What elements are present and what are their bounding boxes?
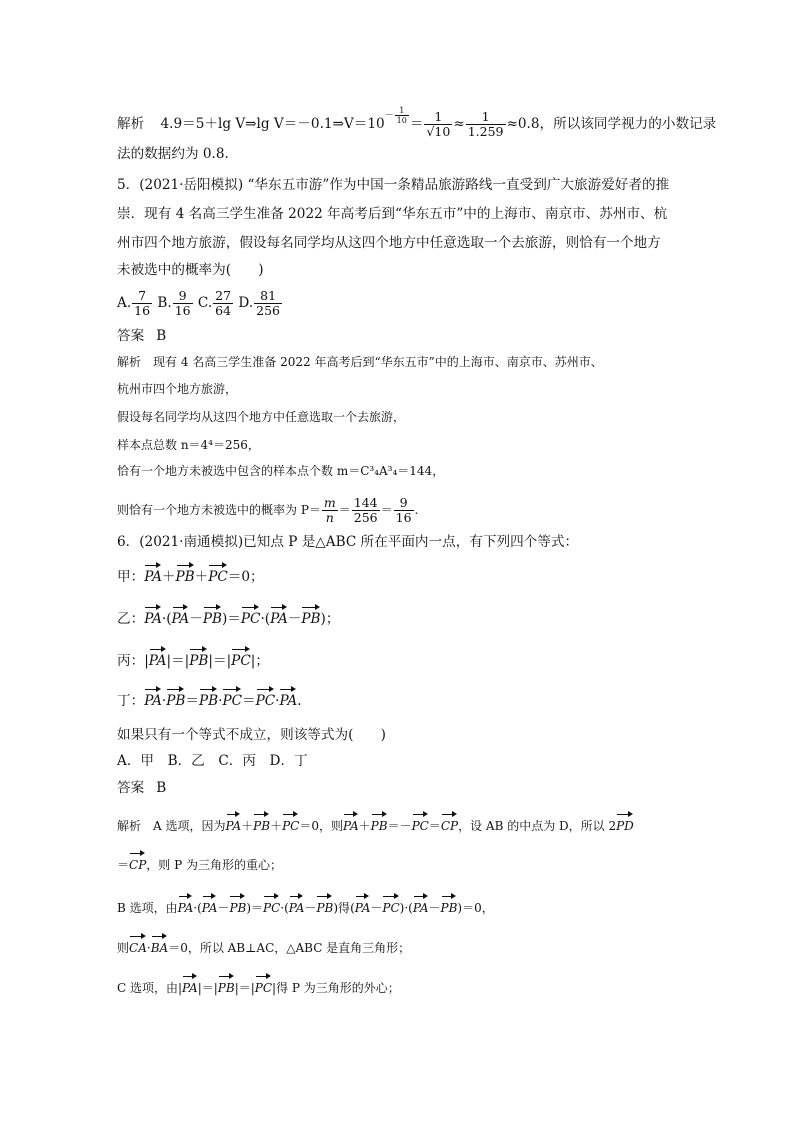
- q5-stem-line-2: 崇．现有 4 名高三学生准备 2022 年高考后到“华东五市”中的上海市、南京市、苏州市、杭: [117, 206, 668, 222]
- analysis-label: 解析: [117, 355, 142, 369]
- q5-options: [117, 289, 283, 318]
- q4-fraction-2: $\frac{1}{1.259}$: [467, 109, 504, 139]
- q5-stem-line-3: 州市四个地方旅游，假设每名同学均从这四个地方中任意选取一个去旅游，则恰有一个地方: [117, 235, 661, 251]
- q6-analysis-a-line-2: ＝CP，则 P 为三角形的重心；: [117, 854, 282, 874]
- q5-analysis-line-4: 样本点总数 n＝4⁴＝256，: [117, 438, 260, 452]
- analysis-label: 解析: [117, 819, 142, 833]
- q6-choices: A．甲 B．乙 C．丙 D．丁: [117, 753, 308, 769]
- q6-condition-jia: 甲：PA＋PB＋PC＝0；: [117, 566, 264, 586]
- q6-condition-ding: 丁：PA·PB＝PB·PC＝PC·PA.: [117, 690, 302, 710]
- q6-analysis-a-line-1: 解析 A 选项，因为PA＋PB＋PC＝0，则PA＋PB＝－PC＝CP，设 AB 的中点为 D，所以 2PD: [117, 815, 634, 835]
- q4-formula: 4.9＝5＋lg V⇒lg V＝－0.1⇒V＝10: [160, 116, 385, 132]
- q5-analysis-line-6: 则恰有一个地方未被选中的概率为 P＝ $\frac{m}{n}$ ＝ $\frac{144}{256}$ ＝ $\frac{9}{16}$ .: [117, 495, 419, 525]
- q4-analysis-line-1: 解析 4.9＝5＋lg V⇒lg V＝－0.1⇒V＝10－ $\frac{1}{10}$ ＝ $\frac{1}{√10}$ ≈ $\frac{1}{1.259}$ ≈0.8，所以该同学视力的小数记录: [117, 106, 717, 139]
- answer-value: B: [156, 328, 167, 344]
- q5-option-b: B. $\frac{9}{16}$: [157, 288, 191, 318]
- q5-analysis-line-2: 杭州市四个地方旅游，: [117, 382, 238, 396]
- q6-analysis-c: C 选项，由|PA|＝|PB|＝|PC|得 P 为三角形的外心；: [117, 977, 400, 997]
- q5-analysis-line-1: 解析 现有 4 名高三学生准备 2022 年高考后到“华东五市”中的上海市、南京市、苏州市、: [117, 355, 603, 369]
- answer-value: B: [156, 780, 167, 796]
- q5-option-d: D. $\frac{81}{256}$: [238, 288, 281, 318]
- q5-stem-line-1: 5．(2021·岳阳模拟) “华东五市游”作为中国一条精品旅游路线一直受到广大旅游爱好者的推: [117, 177, 670, 193]
- q6-analysis-b-line-1: B 选项，由PA·(PA－PB)＝PC·(PA－PB)得(PA－PC)·(PA－PB)＝0，: [117, 897, 494, 917]
- q6-analysis-b-line-2: 则CA·BA＝0，所以 AB⊥AC，△ABC 是直角三角形；: [117, 937, 410, 957]
- analysis-label: 解析: [117, 116, 145, 132]
- q6-question: 如果只有一个等式不成立，则该等式为( ): [117, 727, 386, 743]
- q6-answer: [117, 779, 166, 797]
- q5-option-c: C. $\frac{27}{64}$: [197, 288, 232, 318]
- q5-stem-line-4: 未被选中的概率为( ): [117, 262, 264, 278]
- q4-analysis-line-2: 法的数据约为 0.8.: [117, 146, 229, 162]
- q5-analysis-line-5: 恰有一个地方未被选中包含的样本点个数 m＝C³₄A³₄＝144，: [117, 464, 445, 478]
- answer-label: 答案: [117, 780, 145, 796]
- q4-tail: ≈0.8，所以该同学视力的小数记录: [506, 116, 717, 132]
- q5-analysis-line-3: 假设每名同学均从这四个地方中任意选取一个去旅游，: [117, 410, 406, 424]
- q4-fraction-1: $\frac{1}{√10}$: [426, 109, 451, 139]
- q4-exponent: － $\frac{1}{10}$: [384, 106, 407, 125]
- q5-option-a: A. $\frac{7}{16}$: [117, 288, 151, 318]
- q6-condition-yi: 乙：PA·(PA－PB)＝PC·(PA－PB)；: [117, 608, 339, 628]
- q6-stem: 6．(2021·南通模拟)已知点 P 是△ABC 所在平面内一点，有下列四个等式：: [117, 534, 579, 550]
- answer-label: 答案: [117, 328, 145, 344]
- q5-answer: [117, 327, 166, 345]
- q6-condition-bing: 丙：|PA|＝|PB|＝|PC|；: [117, 650, 269, 670]
